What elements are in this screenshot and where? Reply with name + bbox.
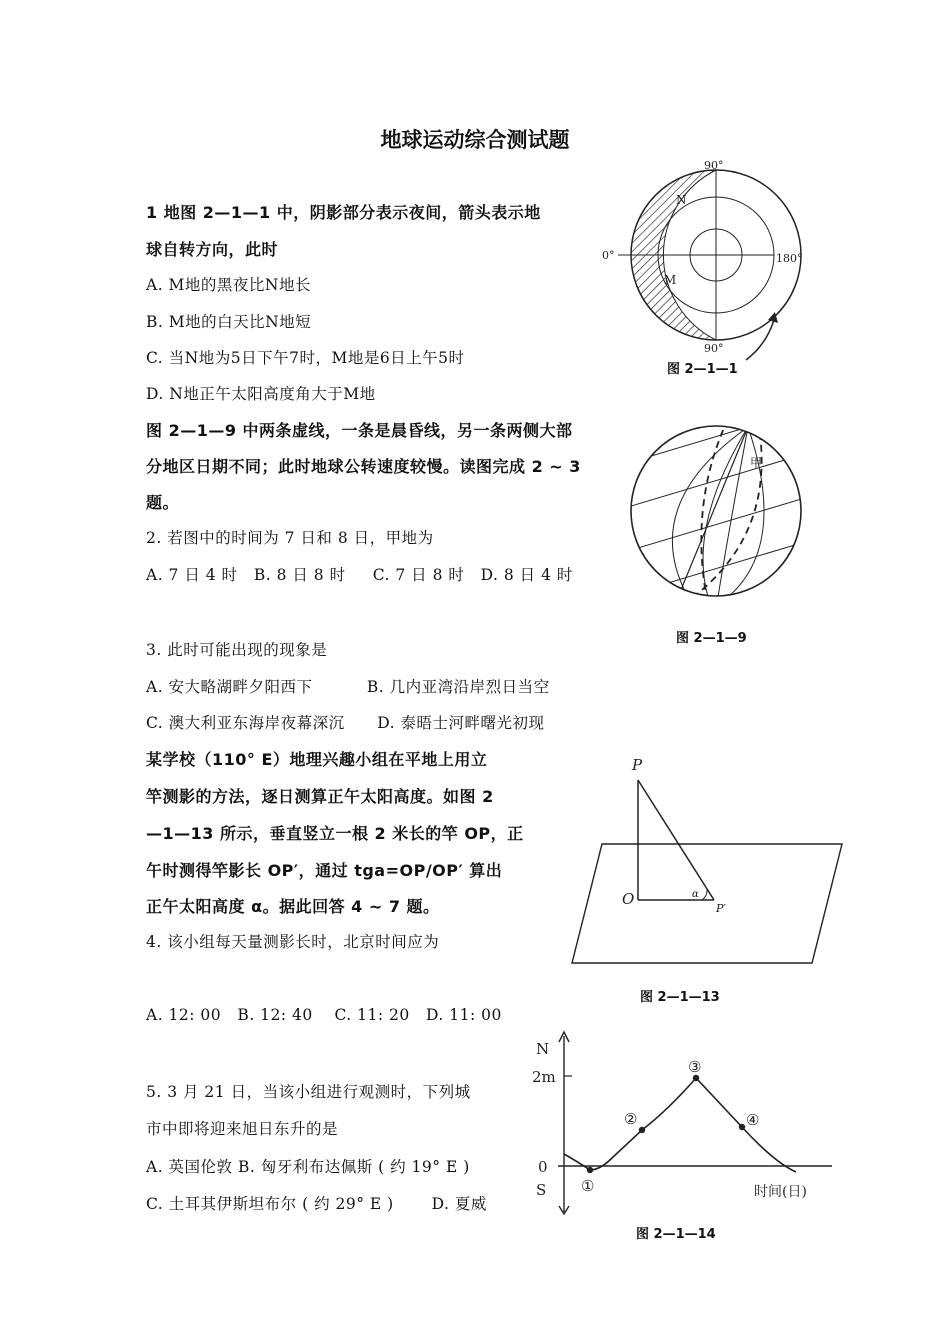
fig14-xlabel: 时间(日) [754,1184,807,1200]
group4-line5: 正午太阳高度 α。据此回答 4 ~ 7 题。 [146,897,440,916]
q5-stem-line2: 市中即将迎来旭日东升的是 [146,1120,339,1138]
q3-stem: 3. 此时可能出现的现象是 [146,641,328,659]
q5-options-cd: C. 土耳其伊斯坦布尔 ( 约 29° E ) D. 夏威 [146,1195,487,1213]
fig14-n-label: N [536,1040,550,1058]
fig9-caption: 图 2—1—9 [676,631,747,646]
fig13-caption: 图 2—1—13 [640,990,720,1005]
q4-stem: 4. 该小组每天量测影长时，北京时间应为 [146,933,440,951]
fig14-point2: ② [624,1110,638,1128]
fig14-point3: ③ [688,1058,702,1076]
q1-stem-line2: 球自转方向，此时 [146,240,279,259]
fig1-top-label: 90° [704,160,724,172]
q5-options-ab: A. 英国伦敦 B. 匈牙利布达佩斯 ( 约 19° E ) [146,1158,470,1176]
fig14-caption: 图 2—1—14 [636,1227,716,1242]
fig13-o-label: O [622,890,635,908]
page-title: 地球运动综合测试题 [380,128,570,152]
fig1-m-label: M [664,273,677,287]
q1-stem-line1: 1 地图 2—1—1 中，阴影部分表示夜间，箭头表示地 [146,203,541,222]
fig14-point4: ④ [746,1111,760,1129]
fig14-point1: ① [581,1177,595,1195]
fig14-s-label: S [536,1181,547,1199]
q2-options: A. 7 日 4 时 B. 8 日 8 时 C. 7 日 8 时 D. 8 日 4 时 [146,566,573,584]
figure-2-1-9 [628,415,808,607]
fig1-n-label: N [676,193,687,207]
fig14-2m-label: 2m [532,1068,556,1086]
fig1-right-label: 180° [776,252,803,265]
group4-line1: 某学校（110° E）地理兴趣小组在平地上用立 [146,750,488,769]
fig13-alpha-label: α [692,889,699,900]
fig1-left-label: 0° [602,249,615,262]
fig1-bottom-label: 90° [704,342,724,355]
q5-stem-line1: 5. 3 月 21 日，当该小组进行观测时，下列城 [146,1083,471,1101]
figure-2-1-1 [596,160,806,375]
fig1-caption: 图 2—1—1 [667,362,738,377]
q4-options: A. 12: 00 B. 12: 40 C. 11: 20 D. 11: 00 [146,1006,502,1024]
group2-line2: 分地区日期不同；此时地球公转速度较慢。读图完成 2 ~ 3 [146,457,581,476]
group4-line2: 竿测影的方法，逐日测算正午太阳高度。如图 2 [146,787,494,806]
q1-option-a: A. M地的黑夜比N地长 [146,276,311,294]
fig14-zero-label: 0 [538,1158,548,1176]
group2-line3: 题。 [146,493,180,512]
fig9-mark: 甲 [750,456,763,470]
group4-line4: 午时测得竿影长 OP′，通过 tga=OP/OP′ 算出 [146,861,503,880]
q2-stem: 2. 若图中的时间为 7 日和 8 日，甲地为 [146,529,434,547]
group2-line1: 图 2—1—9 中两条虚线，一条是晨昏线，另一条两侧大部 [146,421,573,440]
q1-option-d: D. N地正午太阳高度角大于M地 [146,385,376,403]
q1-option-b: B. M地的白天比N地短 [146,313,312,331]
fig13-pprime-label: P′ [716,902,726,915]
group4-line3: —1—13 所示，垂直竖立一根 2 米长的竿 OP，正 [146,824,524,843]
q1-option-c: C. 当N地为5日下午7时，M地是6日上午5时 [146,349,465,367]
figure-2-1-13 [566,750,846,970]
figure-2-1-14 [528,1030,838,1215]
fig13-p-label: P [632,756,643,774]
q3-options-cd: C. 澳大利亚东海岸夜幕深沉 D. 泰晤士河畔曙光初现 [146,714,545,732]
q3-options-ab: A. 安大略湖畔夕阳西下 B. 几内亚湾沿岸烈日当空 [146,678,550,696]
